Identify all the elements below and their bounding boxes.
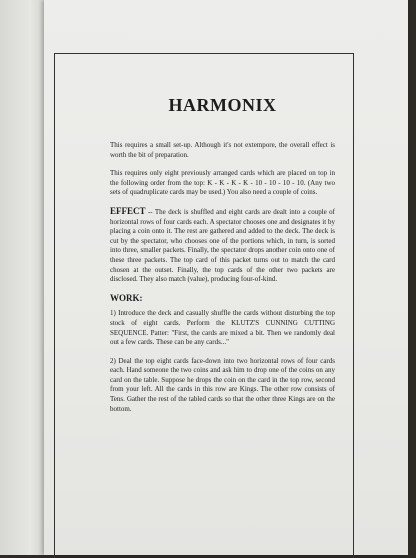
page-content (110, 95, 335, 423)
effect-paragraph (110, 207, 335, 285)
page-title: HARMONIX (168, 95, 277, 115)
intro-paragraph-2: This requires only eight previously arranged cards which are placed on top in the following order from the top: K - K - K - K - 10 - 10 - 10 - 10. (Any two sets of quadruplicate cards may be used.) You also need a couple of coins. (110, 169, 335, 197)
work-heading: WORK: (110, 292, 143, 303)
facing-page-edge (0, 0, 50, 555)
effect-heading: EFFECT (110, 205, 146, 216)
intro-paragraph-1: This requires a small set-up. Although it's not extempore, the overall effect is worth the bit of preparation. (110, 141, 335, 159)
step-2-paragraph: 2) Deal the top eight cards face-down into two horizontal rows of four cards each. Hand someone the two coins and ask him to drop one of the coins on any card on the table. Suppose he drops the coin on the card in the top row, second from your left. All the cards in this row are Kings. The other row consists of Tens. Gather the rest of the tabled cards so that the other three Kings are on the bottom. (110, 356, 335, 413)
effect-text: -- The deck is shuffled and eight cards are dealt into a couple of horizontal rows of four cards each. A spectator chooses one and designates it by placing a coin onto it. The rest are gathered and added to the deck. The deck is cut by the spectator, who chooses one of the portions which, in turn, is sorted into three, smaller packets. Finally, the spectator drops another coin onto one of these three packets. The top card of this packet turns out to match the card chosen at the outset. Finally, the top cards of the other two packets are disclosed. They also match (value), producing four-of-kind. (110, 207, 335, 284)
step-1-paragraph: 1) Introduce the deck and casually shuffle the cards without disturbing the top stock of eight cards. Perform the KLUTZ'S CUNNING CUTTING SEQUENCE. Patter: "First, the cards are mixed a bit. Then we randomly deal out a few cards. These can be any cards..." (110, 309, 335, 347)
